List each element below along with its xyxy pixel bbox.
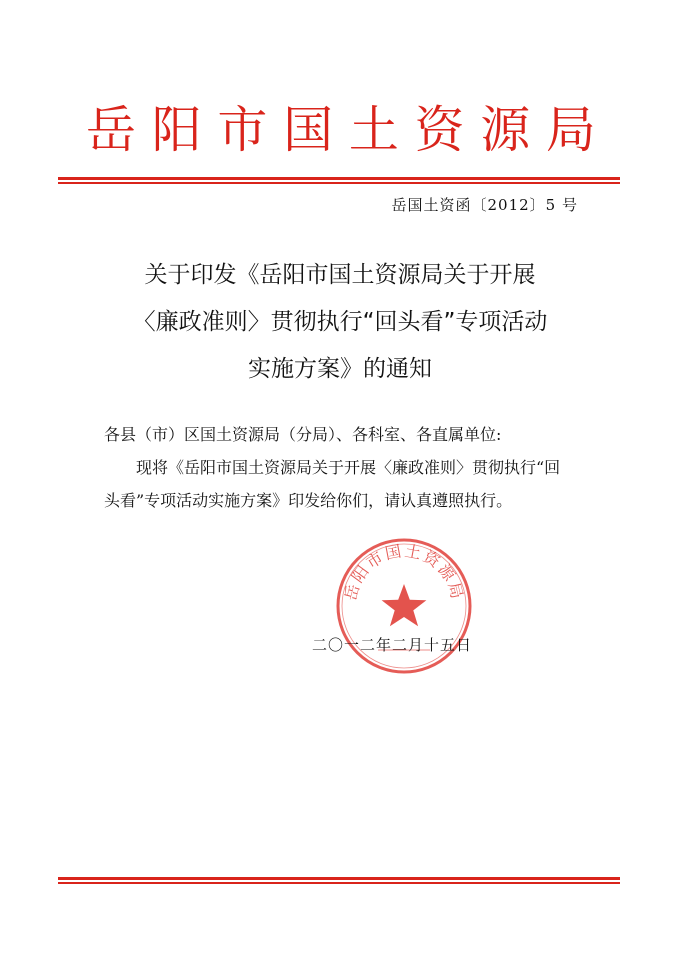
masthead-char: 阳	[151, 101, 202, 159]
document-number: 岳国土资函〔2012〕5 号	[391, 196, 578, 214]
header-rule-thick	[58, 177, 620, 180]
masthead-char: 源	[480, 101, 531, 159]
masthead-char: 土	[348, 101, 399, 159]
document-title	[90, 252, 590, 393]
official-seal	[334, 536, 474, 676]
masthead-char: 局	[545, 101, 596, 159]
masthead-char: 资	[414, 101, 465, 159]
masthead-title	[86, 100, 596, 160]
header-rule-thin	[58, 182, 620, 184]
issue-date: 二〇一二年二月十五日	[312, 636, 473, 654]
footer-rule-thin	[58, 882, 620, 884]
document-body	[104, 418, 576, 517]
masthead-char: 市	[217, 101, 268, 159]
seal-text: 岳阳市国土资源局	[340, 541, 468, 603]
footer-rule-thick	[58, 877, 620, 880]
masthead-char: 国	[283, 101, 334, 159]
title-line: 关于印发《岳阳市国土资源局关于开展	[144, 262, 536, 288]
salutation: 各县（市）区国土资源局（分局）、各科室、各直属单位:	[104, 425, 502, 444]
title-line: 实施方案》的通知	[248, 356, 432, 382]
body-paragraph: 现将《岳阳市国土资源局关于开展〈廉政准则〉贯彻执行“回头看”专项活动实施方案》印发给你们，请认真遵照执行。	[104, 458, 561, 510]
title-line: 〈廉政准则〉贯彻执行“回头看”专项活动	[132, 309, 548, 335]
masthead-char: 岳	[86, 101, 136, 159]
seal-star-icon	[382, 584, 427, 626]
